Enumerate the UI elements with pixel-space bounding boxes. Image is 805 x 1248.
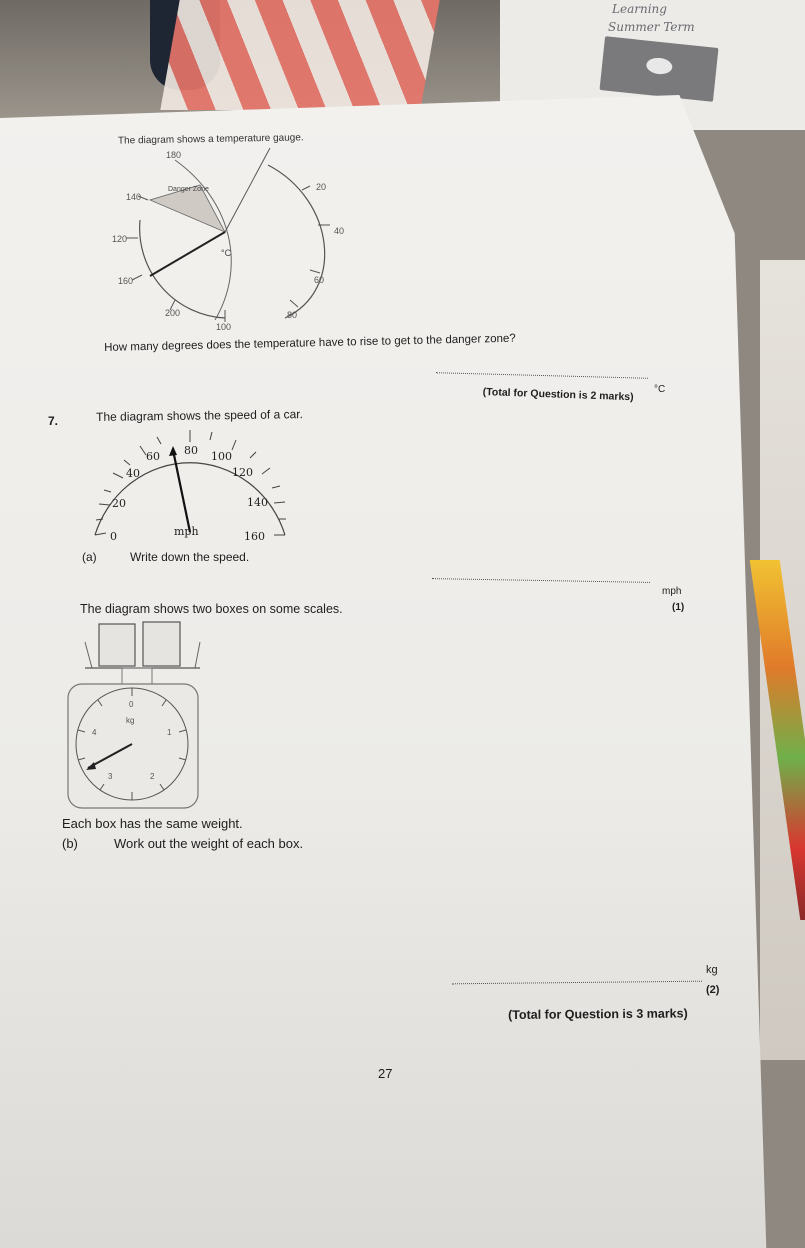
scale-label-4: 4 xyxy=(92,728,97,737)
speedo-label-80: 80 xyxy=(184,444,198,457)
sheet-line-2: Summer Term xyxy=(608,20,695,34)
scale-label-2: 2 xyxy=(150,772,155,781)
scales-intro: The diagram shows two boxes on some scales. xyxy=(80,602,343,616)
q7-number: 7. xyxy=(48,414,59,428)
gauge-unit: °C xyxy=(221,248,232,258)
speedo-label-120: 120 xyxy=(232,466,253,479)
page-number: 27 xyxy=(378,1066,393,1081)
q6-total: (Total for Question is 2 marks) xyxy=(482,386,634,404)
q7b-marks: (2) xyxy=(706,984,720,996)
gauge-label-80: 80 xyxy=(287,310,298,320)
danger-zone-label: Danger Zone xyxy=(168,186,209,193)
speedo-label-100: 100 xyxy=(211,450,232,463)
same-weight-text: Each box has the same weight. xyxy=(62,816,243,831)
q7a-marks: (1) xyxy=(672,602,685,613)
scale-label-0: 0 xyxy=(129,700,134,709)
q6-answer-unit: °C xyxy=(654,384,666,395)
speedo-label-160: 160 xyxy=(244,530,265,543)
gauge-label-200: 200 xyxy=(165,308,181,318)
sheet-line-1: Learning xyxy=(612,2,667,16)
scale-label-1: 1 xyxy=(167,728,172,737)
q7a-text: Write down the speed. xyxy=(130,550,250,564)
q7b-label: (b) xyxy=(62,836,78,851)
gauge-label-100: 100 xyxy=(216,322,232,332)
scale-unit: kg xyxy=(126,716,135,725)
gauge-label-20: 20 xyxy=(316,182,327,192)
gauge-label-160: 160 xyxy=(118,276,134,286)
gauge-label-140: 140 xyxy=(126,192,142,202)
speedo-label-40: 40 xyxy=(126,467,140,480)
speedo-label-140: 140 xyxy=(247,496,268,509)
speedo-label-0: 0 xyxy=(110,530,117,543)
q7-total: (Total for Question is 3 marks) xyxy=(508,1006,688,1022)
q6-question: How many degrees does the temperature have to rise to get to the danger zone? xyxy=(104,332,516,354)
gauge-label-60: 60 xyxy=(314,275,325,285)
q6-intro: The diagram shows a temperature gauge. xyxy=(117,132,304,147)
speedo-unit: mph xyxy=(174,525,199,538)
q7a-answer-unit: mph xyxy=(662,586,682,597)
scale-label-3: 3 xyxy=(108,772,113,781)
q7b-answer-unit: kg xyxy=(706,964,718,976)
gauge-label-120: 120 xyxy=(112,234,128,244)
gauge-label-40: 40 xyxy=(334,226,345,236)
q7-intro: The diagram shows the speed of a car. xyxy=(96,407,303,424)
q7b-text: Work out the weight of each box. xyxy=(114,836,304,851)
gauge-label-180: 180 xyxy=(166,150,182,160)
q7a-label: (a) xyxy=(82,550,97,564)
speedo-label-20: 20 xyxy=(112,497,126,510)
speedo-label-60: 60 xyxy=(146,450,160,463)
